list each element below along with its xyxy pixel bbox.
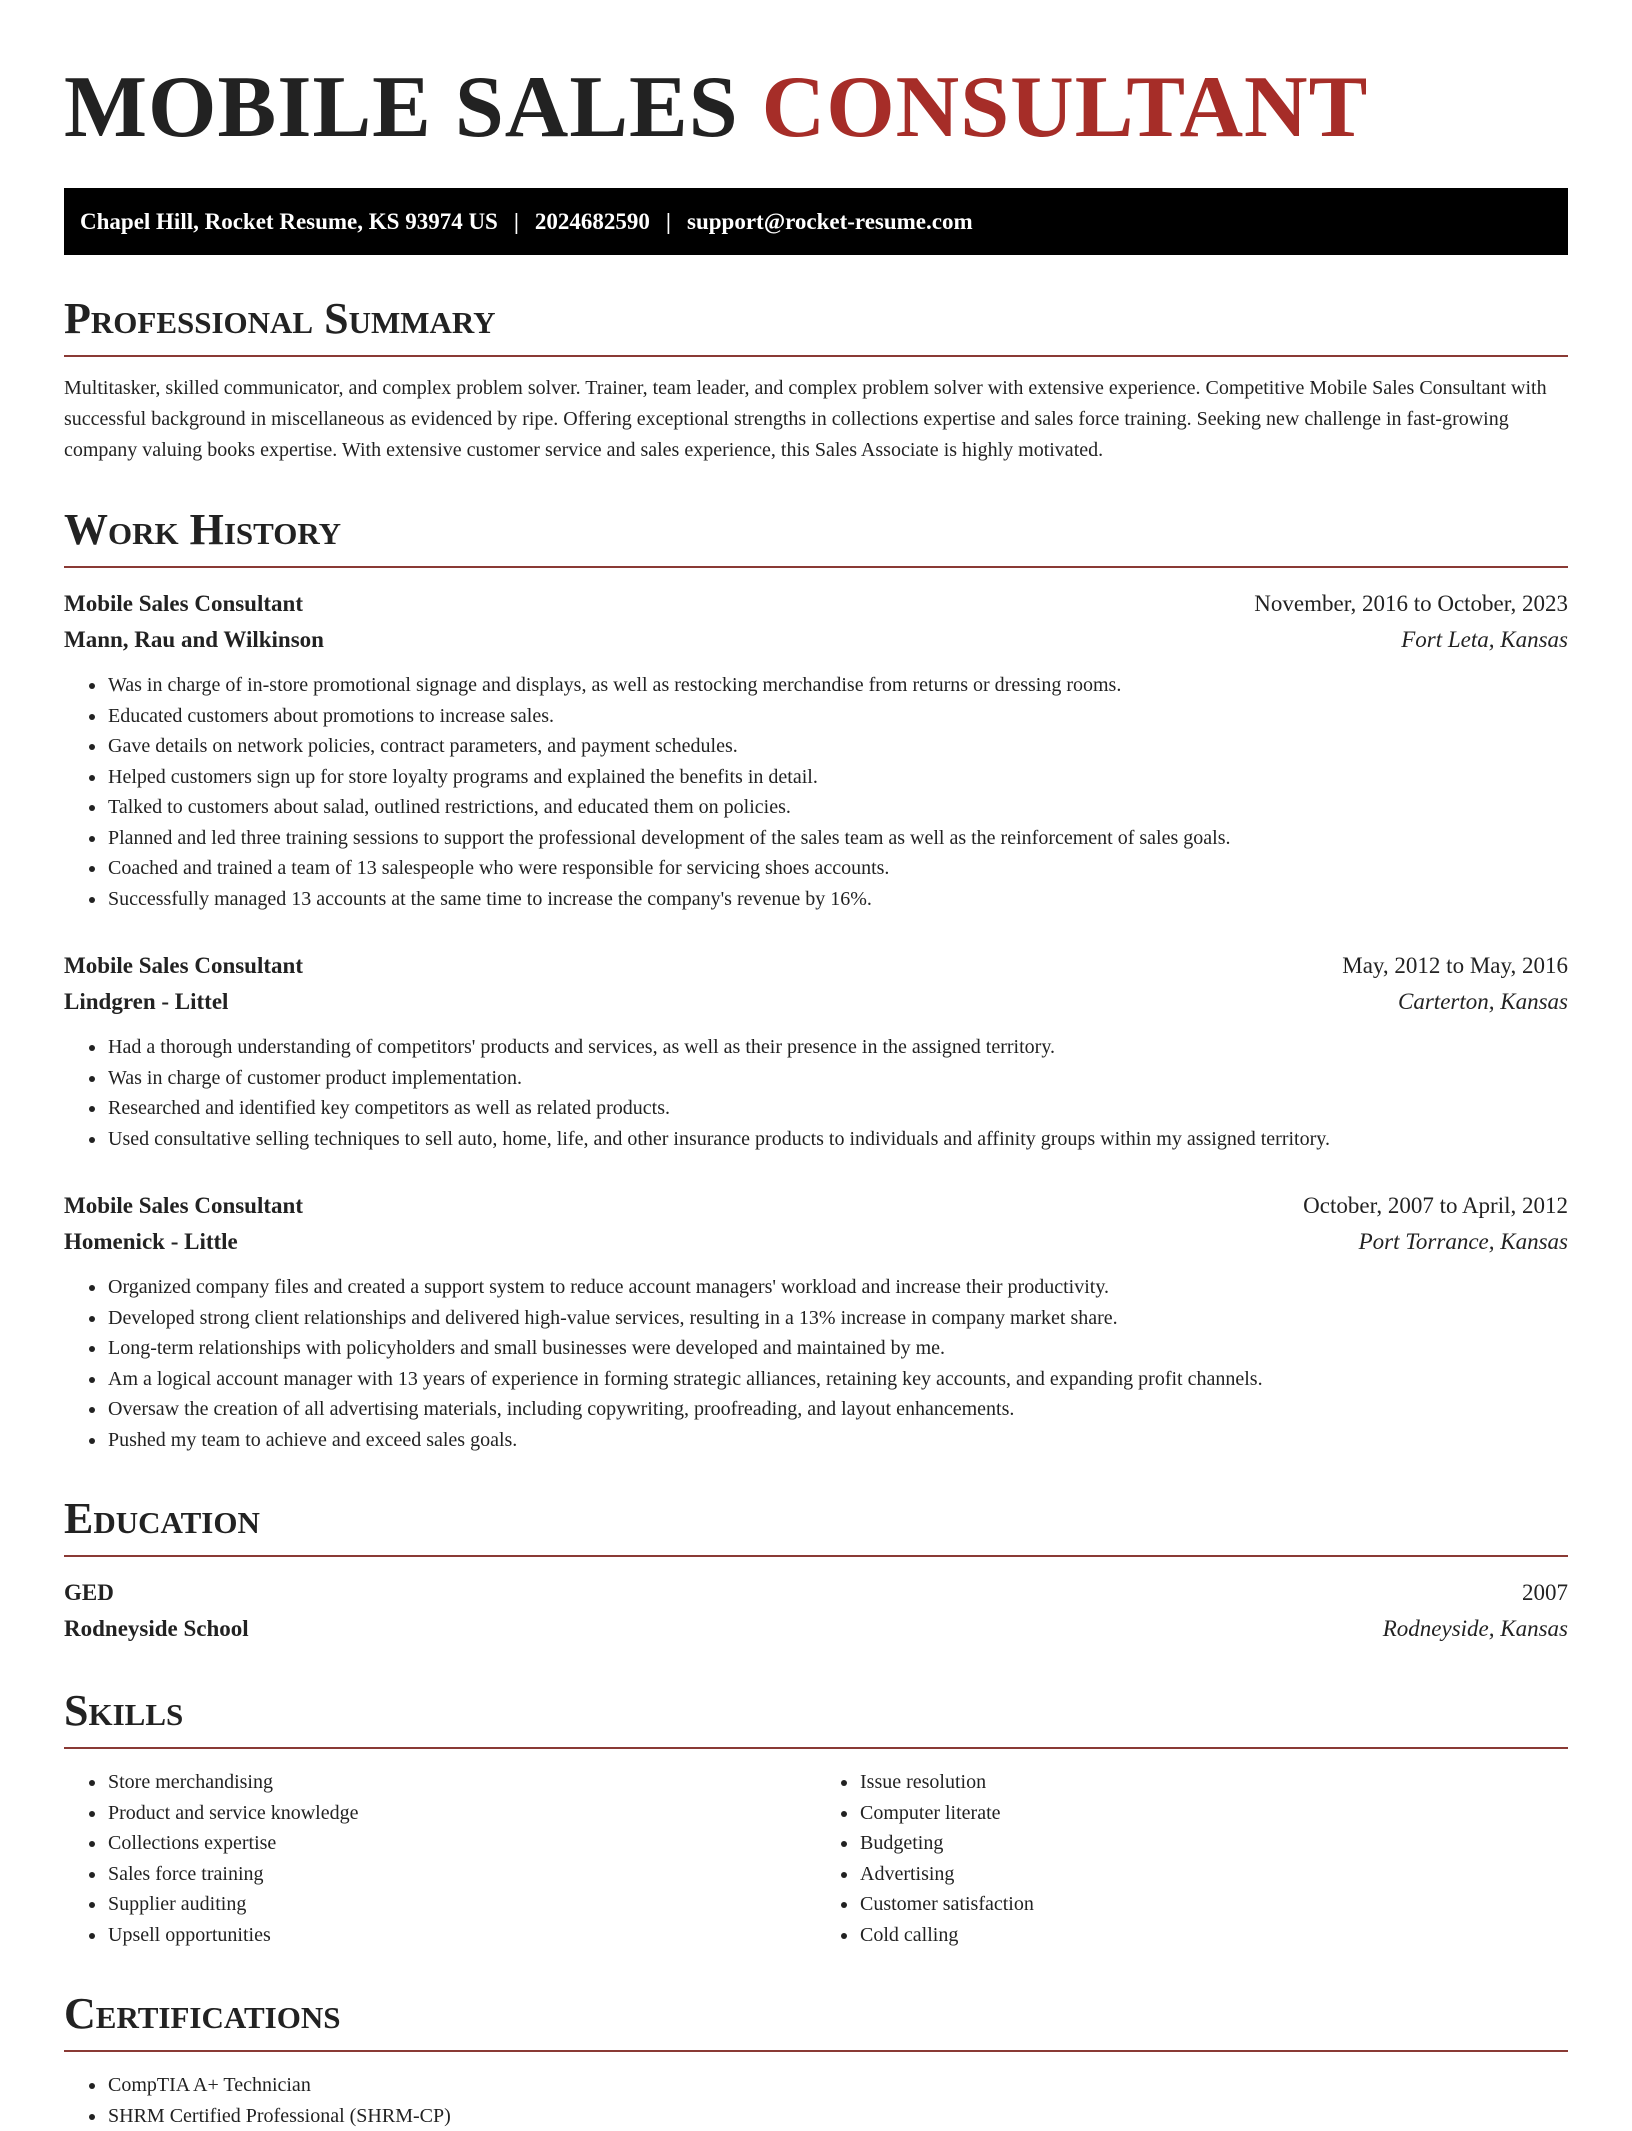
skills-left-list (64, 1767, 816, 1950)
job-location: Port Torrance, Kansas (1359, 1224, 1568, 1260)
skill-item: • Store merchandising (107, 1767, 816, 1798)
skill-item: • Advertising (859, 1859, 1568, 1890)
list-item: • Was in charge of customer product implementation. (107, 1063, 1568, 1094)
education-heading: Education (64, 1497, 1568, 1557)
list-item: • Organized company files and created a support system to reduce account managers' workload and increase their productivity. (107, 1272, 1568, 1303)
education-location: Rodneyside, Kansas (1383, 1611, 1568, 1647)
education-entry (64, 1575, 1568, 1647)
job-company: Mann, Rau and Wilkinson (64, 622, 324, 658)
work-history-section (64, 508, 1568, 1455)
skill-item: • Upsell opportunities (107, 1920, 816, 1951)
list-item: • Used consultative selling techniques to sell auto, home, life, and other insurance products to individuals and affinity groups within my assigned territory. (107, 1124, 1568, 1155)
skill-item: • Sales force training (107, 1859, 816, 1890)
list-item: • Helped customers sign up for store loyalty programs and explained the benefits in detail. (107, 762, 1568, 793)
summary-text: Multitasker, skilled communicator, and complex problem solver. Trainer, team leader, and complex problem solver with extensive experience. Competitive Mobile Sales Consultant with successful background in miscellaneous as evidenced by ripe. Offering exceptional strengths in collections expertise and sales force training. Seeking new challenge in fast-growing company valuing books expertise. With extensive customer service and sales experience, this Sales Associate is highly motivated. (64, 373, 1568, 466)
skill-item: • Budgeting (859, 1828, 1568, 1859)
skill-item: • Cold calling (859, 1920, 1568, 1951)
job-entry (64, 586, 1568, 914)
certifications-list (64, 2070, 1568, 2131)
certifications-heading: Certifications (64, 1992, 1568, 2052)
summary-heading: Professional Summary (64, 297, 1568, 357)
job-title: Mobile Sales Consultant (64, 948, 303, 984)
job-entry (64, 948, 1568, 1154)
resume-name (64, 54, 1568, 152)
list-item: • Pushed my team to achieve and exceed sales goals. (107, 1425, 1568, 1456)
list-item: • Had a thorough understanding of competitors' products and services, as well as their presence in the assigned territory. (107, 1032, 1568, 1063)
name-first: MOBILE SALES (64, 59, 739, 156)
skill-item: • Customer satisfaction (859, 1889, 1568, 1920)
list-item: • Gave details on network policies, contract parameters, and payment schedules. (107, 731, 1568, 762)
list-item: • Developed strong client relationships and delivered high-value services, resulting in a 13% increase in company market share. (107, 1303, 1568, 1334)
job-duties (64, 670, 1568, 914)
education-degree: GED (64, 1575, 114, 1611)
education-year: 2007 (1522, 1575, 1568, 1611)
name-accent: CONSULTANT (762, 59, 1369, 156)
contact-separator: | (666, 209, 671, 235)
list-item: • Researched and identified key competitors as well as related products. (107, 1093, 1568, 1124)
work-history-heading: Work History (64, 508, 1568, 568)
skill-item: • Collections expertise (107, 1828, 816, 1859)
list-item: • Planned and led three training sessions to support the professional development of the sales team as well as the reinforcement of sales goals. (107, 823, 1568, 854)
summary-section (64, 297, 1568, 466)
list-item: • Educated customers about promotions to increase sales. (107, 701, 1568, 732)
job-dates: October, 2007 to April, 2012 (1303, 1188, 1568, 1224)
contact-address: Chapel Hill, Rocket Resume, KS 93974 US (80, 209, 498, 235)
list-item: • Long-term relationships with policyholders and small businesses were developed and maintained by me. (107, 1333, 1568, 1364)
job-duties (64, 1272, 1568, 1455)
education-section (64, 1497, 1568, 1647)
job-location: Carterton, Kansas (1398, 984, 1568, 1020)
skill-item: • Supplier auditing (107, 1889, 816, 1920)
certifications-section (64, 1992, 1568, 2131)
job-company: Lindgren - Littel (64, 984, 228, 1020)
job-title: Mobile Sales Consultant (64, 586, 303, 622)
contact-email: support@rocket-resume.com (687, 209, 973, 235)
certification-item: • SHRM Certified Professional (SHRM-CP) (107, 2101, 1568, 2131)
job-dates: May, 2012 to May, 2016 (1342, 948, 1568, 984)
skill-item: • Product and service knowledge (107, 1798, 816, 1829)
skills-heading: Skills (64, 1689, 1568, 1749)
list-item: • Am a logical account manager with 13 years of experience in forming strategic alliances, retaining key accounts, and expanding profit channels. (107, 1364, 1568, 1395)
skills-columns (64, 1767, 1568, 1950)
skill-item: • Issue resolution (859, 1767, 1568, 1798)
job-location: Fort Leta, Kansas (1401, 622, 1568, 658)
list-item: • Talked to customers about salad, outlined restrictions, and educated them on policies. (107, 792, 1568, 823)
contact-phone: 2024682590 (535, 209, 650, 235)
list-item: • Oversaw the creation of all advertising materials, including copywriting, proofreading, and layout enhancements. (107, 1394, 1568, 1425)
skill-item: • Computer literate (859, 1798, 1568, 1829)
list-item: • Was in charge of in-store promotional signage and displays, as well as restocking merchandise from returns or dressing rooms. (107, 670, 1568, 701)
contact-separator: | (514, 209, 519, 235)
certification-item: • CompTIA A+ Technician (107, 2070, 1568, 2101)
job-company: Homenick - Little (64, 1224, 238, 1260)
job-title: Mobile Sales Consultant (64, 1188, 303, 1224)
skills-section (64, 1689, 1568, 1950)
list-item: • Successfully managed 13 accounts at the same time to increase the company's revenue by 16%. (107, 884, 1568, 915)
list-item: • Coached and trained a team of 13 salespeople who were responsible for servicing shoes accounts. (107, 853, 1568, 884)
education-school: Rodneyside School (64, 1611, 249, 1647)
job-dates: November, 2016 to October, 2023 (1254, 586, 1568, 622)
job-entry (64, 1188, 1568, 1455)
contact-bar (64, 188, 1568, 255)
skills-right-list (816, 1767, 1568, 1950)
job-duties (64, 1032, 1568, 1154)
